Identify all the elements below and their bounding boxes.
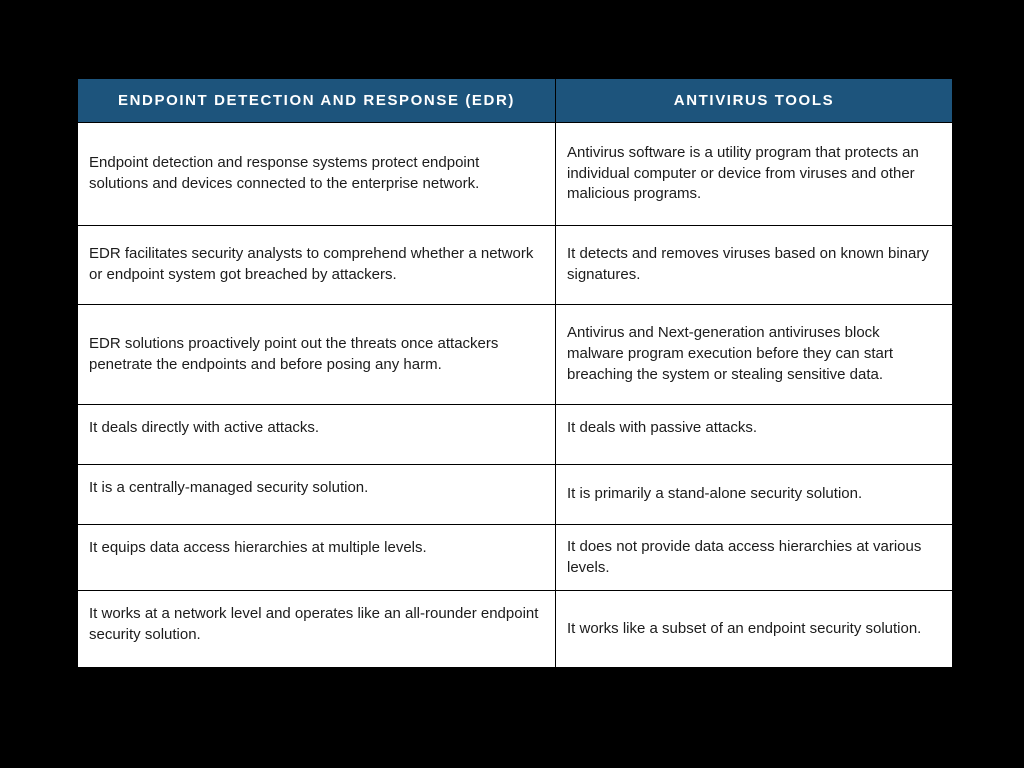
edr-column-header: ENDPOINT DETECTION AND RESPONSE (EDR)	[78, 79, 556, 123]
table-row	[78, 465, 953, 525]
table-row	[78, 405, 953, 465]
table-row	[78, 123, 953, 226]
antivirus-cell: Antivirus and Next-generation antiviruses block malware program execution before they can start breaching the system or stealing sensitive data.	[556, 305, 953, 405]
table-row	[78, 305, 953, 405]
table-body	[78, 123, 953, 668]
table-row	[78, 525, 953, 591]
edr-cell: Endpoint detection and response systems protect endpoint solutions and devices connected to the enterprise network.	[78, 123, 556, 226]
antivirus-cell: It detects and removes viruses based on known binary signatures.	[556, 226, 953, 305]
table-row	[78, 226, 953, 305]
edr-cell: It equips data access hierarchies at multiple levels.	[78, 525, 556, 591]
antivirus-cell: It deals with passive attacks.	[556, 405, 953, 465]
edr-cell: It deals directly with active attacks.	[78, 405, 556, 465]
antivirus-cell: Antivirus software is a utility program that protects an individual computer or device from viruses and other malicious programs.	[556, 123, 953, 226]
table-row	[78, 591, 953, 668]
antivirus-column-header: ANTIVIRUS TOOLS	[556, 79, 953, 123]
table-header-row	[78, 79, 953, 123]
edr-vs-antivirus-table	[77, 78, 953, 668]
antivirus-cell: It works like a subset of an endpoint security solution.	[556, 591, 953, 668]
edr-cell: EDR facilitates security analysts to comprehend whether a network or endpoint system got breached by attackers.	[78, 226, 556, 305]
edr-cell: EDR solutions proactively point out the threats once attackers penetrate the endpoints and before posing any harm.	[78, 305, 556, 405]
antivirus-cell: It does not provide data access hierarchies at various levels.	[556, 525, 953, 591]
antivirus-cell: It is primarily a stand-alone security solution.	[556, 465, 953, 525]
edr-cell: It is a centrally-managed security solution.	[78, 465, 556, 525]
edr-cell: It works at a network level and operates like an all-rounder endpoint security solution.	[78, 591, 556, 668]
